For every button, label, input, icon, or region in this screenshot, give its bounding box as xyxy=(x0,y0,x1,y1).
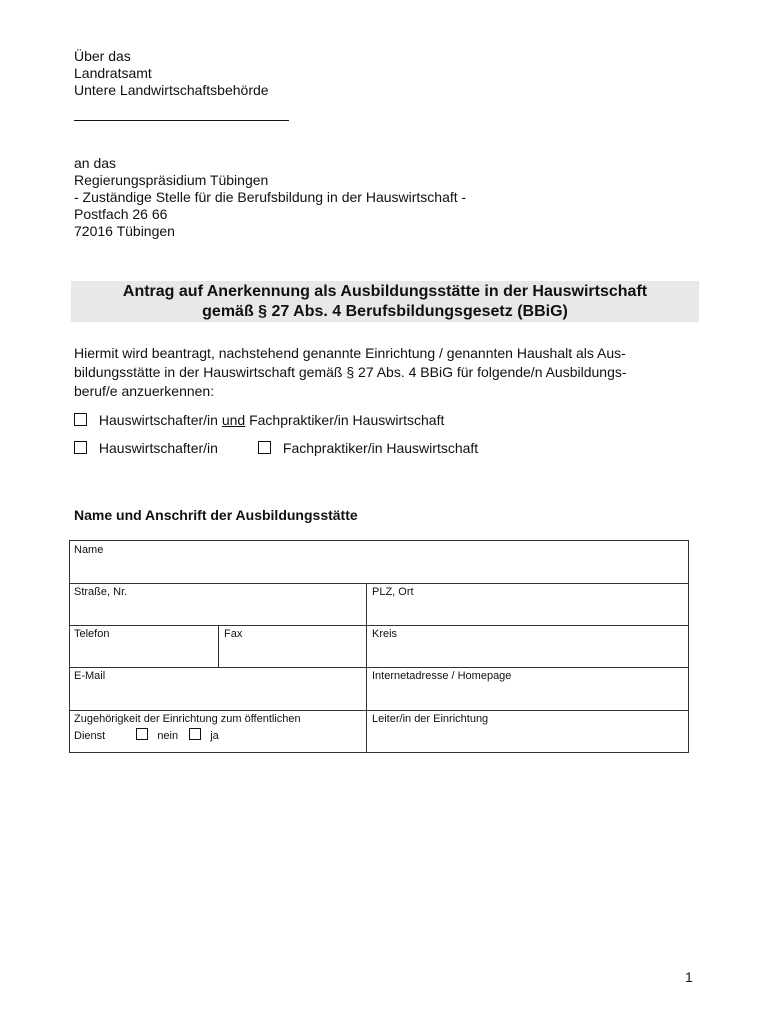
intro-line: beruf/e anzuerkennen: xyxy=(74,383,215,399)
recipient-line: - Zuständige Stelle für die Berufsbildung in der Hauswirtschaft - xyxy=(74,189,467,205)
option-both xyxy=(74,411,444,429)
intro-line: Hiermit wird beantragt, nachstehend genannte Einrichtung / genannten Haushalt als Aus- xyxy=(74,345,626,361)
phone-label: Telefon xyxy=(74,628,110,640)
checkbox-yes[interactable] xyxy=(189,728,201,740)
title-line: gemäß § 27 Abs. 4 Berufsbildungsgesetz (BBiG) xyxy=(202,303,568,320)
recipient-line: 72016 Tübingen xyxy=(74,223,175,239)
recipient-line: Regierungspräsidium Tübingen xyxy=(74,172,269,188)
title-line: Antrag auf Anerkennung als Ausbildungsstätte in der Hauswirtschaft xyxy=(122,283,648,300)
option-b xyxy=(258,439,478,457)
checkbox-fachpraktiker[interactable] xyxy=(258,441,271,454)
sender-line: Untere Landwirtschaftsbehörde xyxy=(74,82,269,98)
public-service-row xyxy=(74,728,362,745)
recipient-line: Postfach 26 66 xyxy=(74,206,168,222)
no-label: nein xyxy=(157,730,179,742)
fax-label: Fax xyxy=(224,628,243,640)
website-label: Internetadresse / Homepage xyxy=(372,670,512,682)
name-field[interactable] xyxy=(74,542,684,582)
street-field[interactable] xyxy=(74,584,362,624)
public-service-label: Zugehörigkeit der Einrichtung zum öffentlichen xyxy=(74,713,301,725)
sender-signature-line xyxy=(74,120,289,121)
option-a xyxy=(74,439,218,457)
page-number: 1 xyxy=(685,969,693,985)
email-label: E-Mail xyxy=(74,670,106,682)
email-field[interactable] xyxy=(74,668,362,708)
option-b-label: Fachpraktiker/in Hauswirtschaft xyxy=(282,440,479,456)
head-field[interactable] xyxy=(372,711,682,751)
document-title xyxy=(71,281,699,322)
fax-field[interactable] xyxy=(224,626,362,666)
yes-label: ja xyxy=(210,730,219,742)
recipient-line: an das xyxy=(74,155,117,171)
head-label: Leiter/in der Einrichtung xyxy=(372,713,489,725)
option-both-label-2: Fachpraktiker/in Hauswirtschaft xyxy=(249,412,445,428)
col-divider xyxy=(366,583,367,752)
option-both-label-1: Hauswirtschafter/in xyxy=(98,412,218,428)
checkbox-no[interactable] xyxy=(136,728,148,740)
district-field[interactable] xyxy=(372,626,682,666)
zip-city-label: PLZ, Ort xyxy=(372,586,414,598)
sender-address xyxy=(74,48,269,99)
district-label: Kreis xyxy=(372,628,398,640)
option-a-label: Hauswirtschafter/in xyxy=(98,440,218,456)
checkbox-hauswirtschafter[interactable] xyxy=(74,441,87,454)
zip-city-field[interactable] xyxy=(372,584,682,624)
sender-line: Landratsamt xyxy=(74,65,152,81)
option-both-und: und xyxy=(221,412,246,428)
intro-line: bildungsstätte in der Hauswirtschaft gemäß § 27 Abs. 4 BBiG für folgende/n Ausbildungs- xyxy=(74,364,627,380)
facility-form-table xyxy=(69,540,689,753)
public-service-field xyxy=(74,711,362,751)
sender-line: Über das xyxy=(74,48,131,64)
phone-field[interactable] xyxy=(74,626,214,666)
street-label: Straße, Nr. xyxy=(74,586,128,598)
section-title: Name und Anschrift der Ausbildungsstätte xyxy=(74,507,358,523)
checkbox-both[interactable] xyxy=(74,413,87,426)
col-divider xyxy=(218,625,219,667)
intro-paragraph xyxy=(74,344,694,401)
website-field[interactable] xyxy=(372,668,682,708)
name-label: Name xyxy=(74,544,104,556)
public-service-label-2: Dienst xyxy=(74,730,106,742)
recipient-address xyxy=(74,155,466,240)
